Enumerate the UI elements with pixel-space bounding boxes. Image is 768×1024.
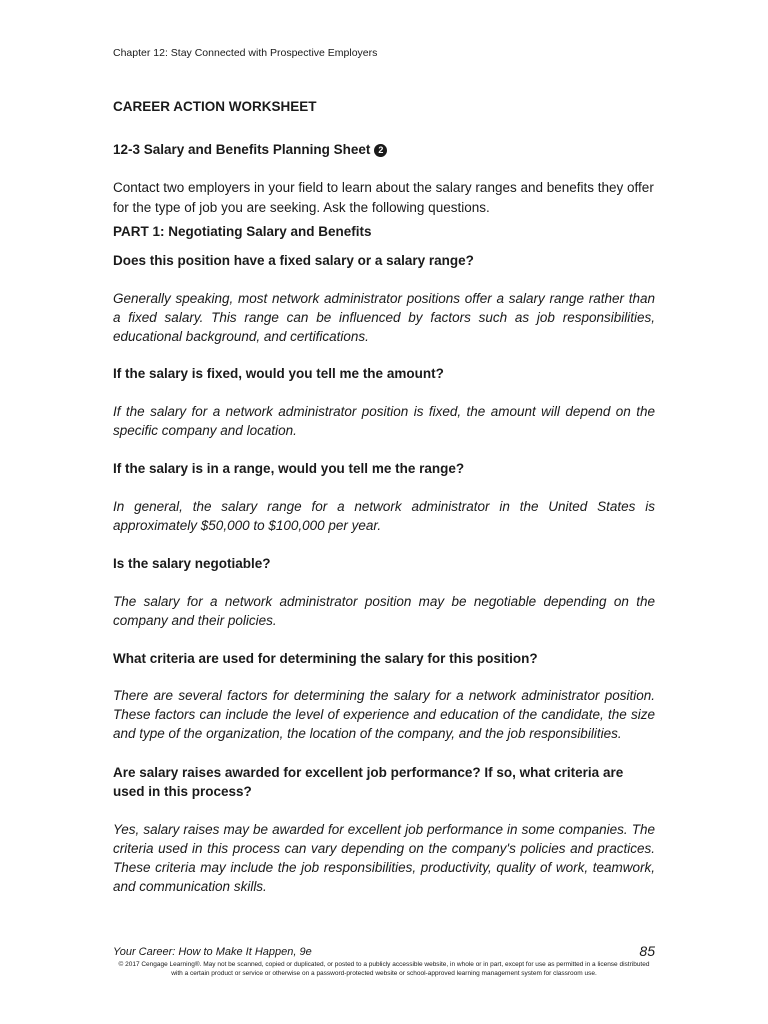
question-1: Does this position have a fixed salary or a salary range? — [113, 253, 474, 268]
page-number: 85 — [639, 943, 655, 959]
question-3: If the salary is in a range, would you tell me the range? — [113, 461, 465, 476]
part-heading: PART 1: Negotiating Salary and Benefits — [113, 224, 372, 239]
footer-book-title: Your Career: How to Make It Happen, 9e — [113, 946, 312, 958]
worksheet-title: CAREER ACTION WORKSHEET — [113, 99, 317, 114]
document-page — [113, 0, 655, 1024]
circled-number-icon: 2 — [374, 144, 387, 157]
question-6: Are salary raises awarded for excellent job performance? If so, what criteria are used in this process? — [113, 765, 624, 799]
answer-6: Yes, salary raises may be awarded for excellent job performance in some companies. The criteria used in this process can vary depending on the company's policies and practices. These criteria may include the job responsibilities, productivity, quality of work, teamwork, and communication skills. — [113, 822, 655, 894]
intro-paragraph: Contact two employers in your field to learn about the salary ranges and benefits they offer for the type of job you are seeking. Ask the following questions. — [113, 180, 654, 215]
sheet-title-text: 12-3 Salary and Benefits Planning Sheet — [113, 142, 371, 157]
question-5: What criteria are used for determining the salary for this position? — [113, 651, 538, 666]
answer-4: The salary for a network administrator position may be negotiable depending on the company and their policies. — [113, 594, 655, 628]
sheet-title — [113, 142, 387, 157]
answer-1: Generally speaking, most network administrator positions offer a salary range rather than a fixed salary. This range can be influenced by factors such as job responsibilities, educational background, and certifications. — [113, 291, 655, 344]
answer-2: If the salary for a network administrator position is fixed, the amount will depend on the specific company and location. — [113, 404, 655, 438]
answer-5: There are several factors for determining the salary for a network administrator position. These factors can include the level of experience and education of the candidate, the size and type of the organization, the location of the company, and the job responsibilities. — [113, 688, 655, 741]
question-4: Is the salary negotiable? — [113, 556, 271, 571]
answer-3: In general, the salary range for a network administrator in the United States is approximately $50,000 to $100,000 per year. — [113, 499, 655, 533]
chapter-header: Chapter 12: Stay Connected with Prospective Employers — [113, 47, 378, 59]
question-2: If the salary is fixed, would you tell me the amount? — [113, 366, 444, 381]
copyright-notice: © 2017 Cengage Learning®. May not be scanned, copied or duplicated, or posted to a publicly accessible website, in whole or in part, except for use as permitted in a license distributed with a certain product or service or otherwise on a password-protected website or school-approved learning management system for classroom use. — [118, 961, 650, 977]
